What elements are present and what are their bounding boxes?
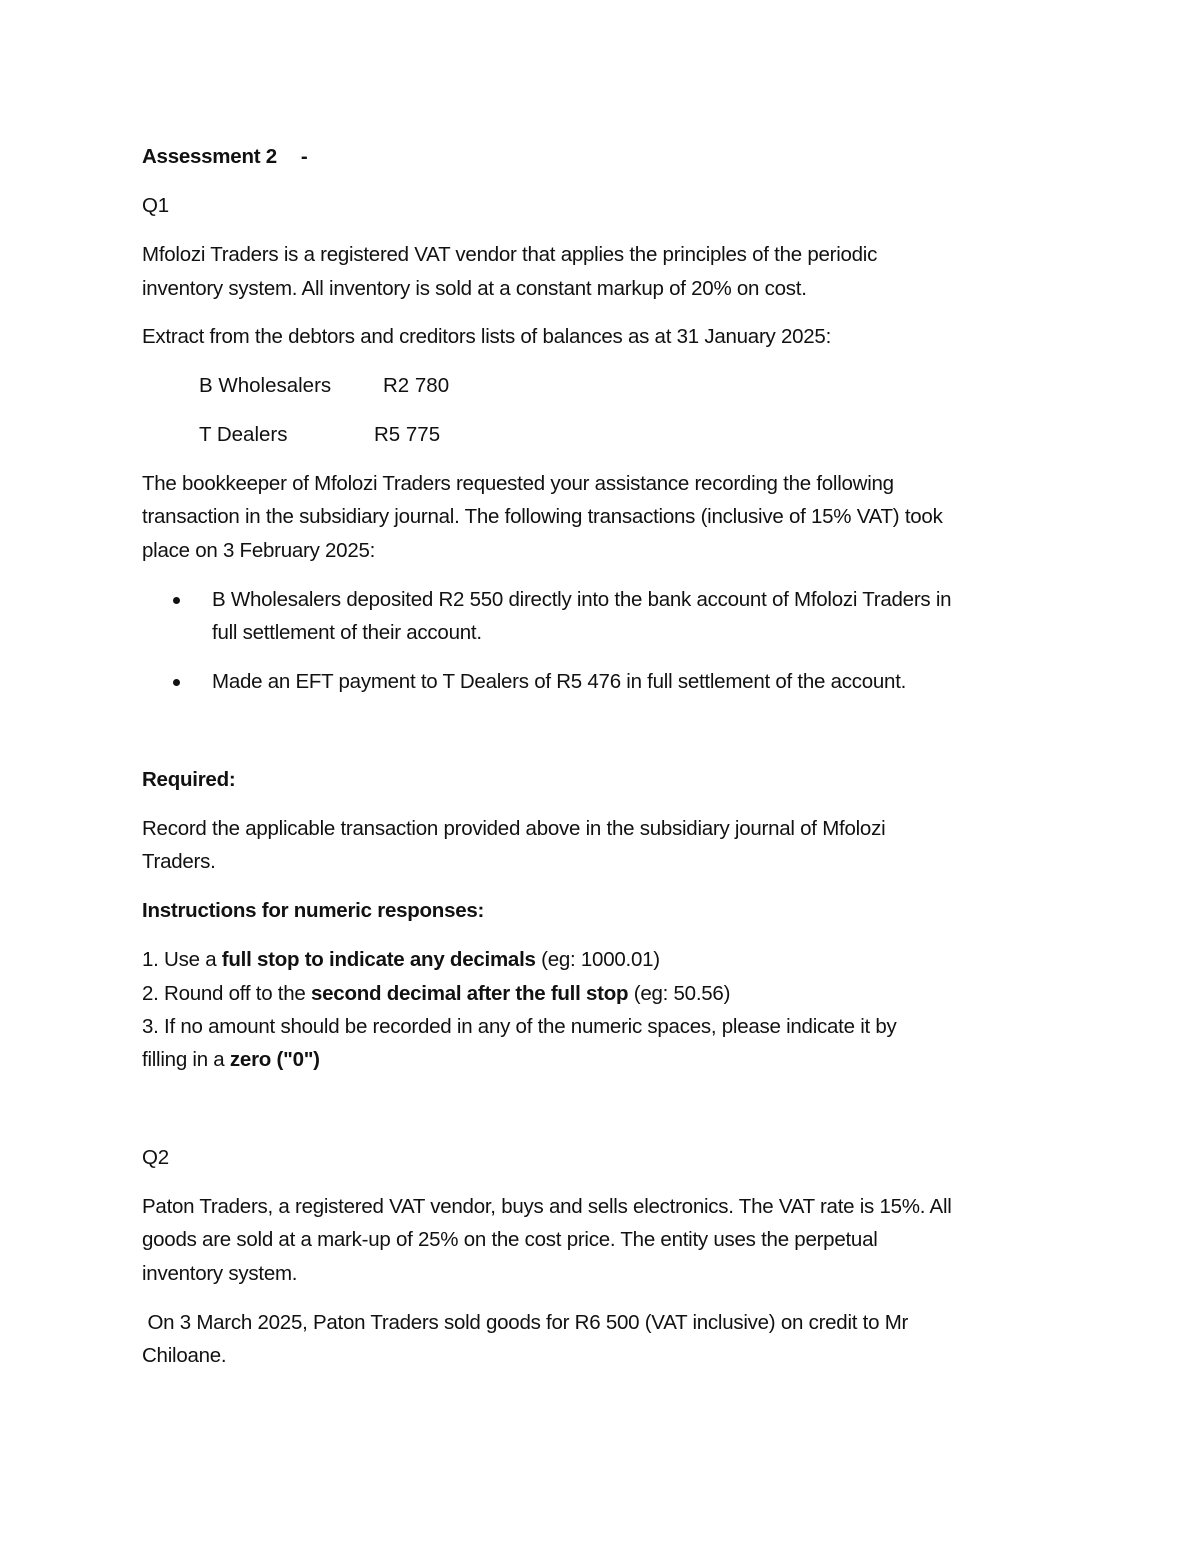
bullet-icon	[173, 597, 180, 604]
required-heading: Required:	[142, 768, 236, 791]
instruction-3-emphasis: zero ("0")	[229, 1048, 320, 1071]
q2-label: Q2	[142, 1146, 169, 1169]
instruction-1	[142, 948, 660, 972]
bullet-icon	[173, 679, 180, 686]
instruction-2-text: 2. Round off to the	[142, 982, 311, 1005]
instruction-3-line-2	[142, 1048, 320, 1072]
balance-amount: R2 780	[383, 374, 450, 397]
instruction-1-example: (eg: 1000.01)	[535, 948, 660, 971]
title-dash: -	[300, 145, 308, 168]
q1-bookkeeper-line-1: The bookkeeper of Mfolozi Traders requested your assistance recording the following	[142, 472, 894, 495]
instruction-2-emphasis: second decimal after the full stop	[311, 982, 629, 1005]
instruction-1-emphasis: full stop to indicate any decimals	[221, 948, 536, 971]
instruction-2-example: (eg: 50.56)	[628, 982, 731, 1005]
balance-name: B Wholesalers	[199, 374, 332, 397]
instruction-2	[142, 982, 730, 1006]
q2-intro-line-3: inventory system.	[142, 1262, 298, 1285]
q2-sale-line-1: On 3 March 2025, Paton Traders sold goods for R6 500 (VAT inclusive) on credit to Mr	[142, 1311, 909, 1334]
q2-intro-line-2: goods are sold at a mark-up of 25% on the cost price. The entity uses the perpetual	[142, 1228, 878, 1251]
q1-bullet-1-line-2: full settlement of their account.	[212, 621, 482, 644]
instruction-1-text: 1. Use a	[142, 948, 222, 971]
instruction-3-text: filling in a	[142, 1048, 230, 1071]
q1-bullet-2: Made an EFT payment to T Dealers of R5 476 in full settlement of the account.	[212, 670, 907, 693]
balance-amount: R5 775	[374, 423, 441, 446]
q1-label: Q1	[142, 194, 169, 217]
q1-bookkeeper-line-2: transaction in the subsidiary journal. The following transactions (inclusive of 15% VAT) took	[142, 505, 943, 528]
assessment-title	[142, 145, 307, 169]
q1-intro-line-2: inventory system. All inventory is sold at a constant markup of 20% on cost.	[142, 277, 807, 300]
instruction-3-line-1: 3. If no amount should be recorded in any of the numeric spaces, please indicate it by	[142, 1015, 897, 1038]
q1-bullet-1-line-1: B Wholesalers deposited R2 550 directly into the bank account of Mfolozi Traders in	[212, 588, 952, 611]
q2-intro-line-1: Paton Traders, a registered VAT vendor, buys and sells electronics. The VAT rate is 15%. All	[142, 1195, 952, 1218]
q1-extract-line: Extract from the debtors and creditors lists of balances as at 31 January 2025:	[142, 325, 832, 348]
q1-intro-line-1: Mfolozi Traders is a registered VAT vendor that applies the principles of the periodic	[142, 243, 878, 266]
instructions-heading: Instructions for numeric responses:	[142, 899, 485, 922]
q2-sale-line-2: Chiloane.	[142, 1344, 227, 1367]
balance-name: T Dealers	[199, 423, 288, 446]
required-line-2: Traders.	[142, 850, 216, 873]
q1-bookkeeper-line-3: place on 3 February 2025:	[142, 539, 376, 562]
required-line-1: Record the applicable transaction provided above in the subsidiary journal of Mfolozi	[142, 817, 886, 840]
title-text: Assessment 2	[142, 145, 277, 168]
